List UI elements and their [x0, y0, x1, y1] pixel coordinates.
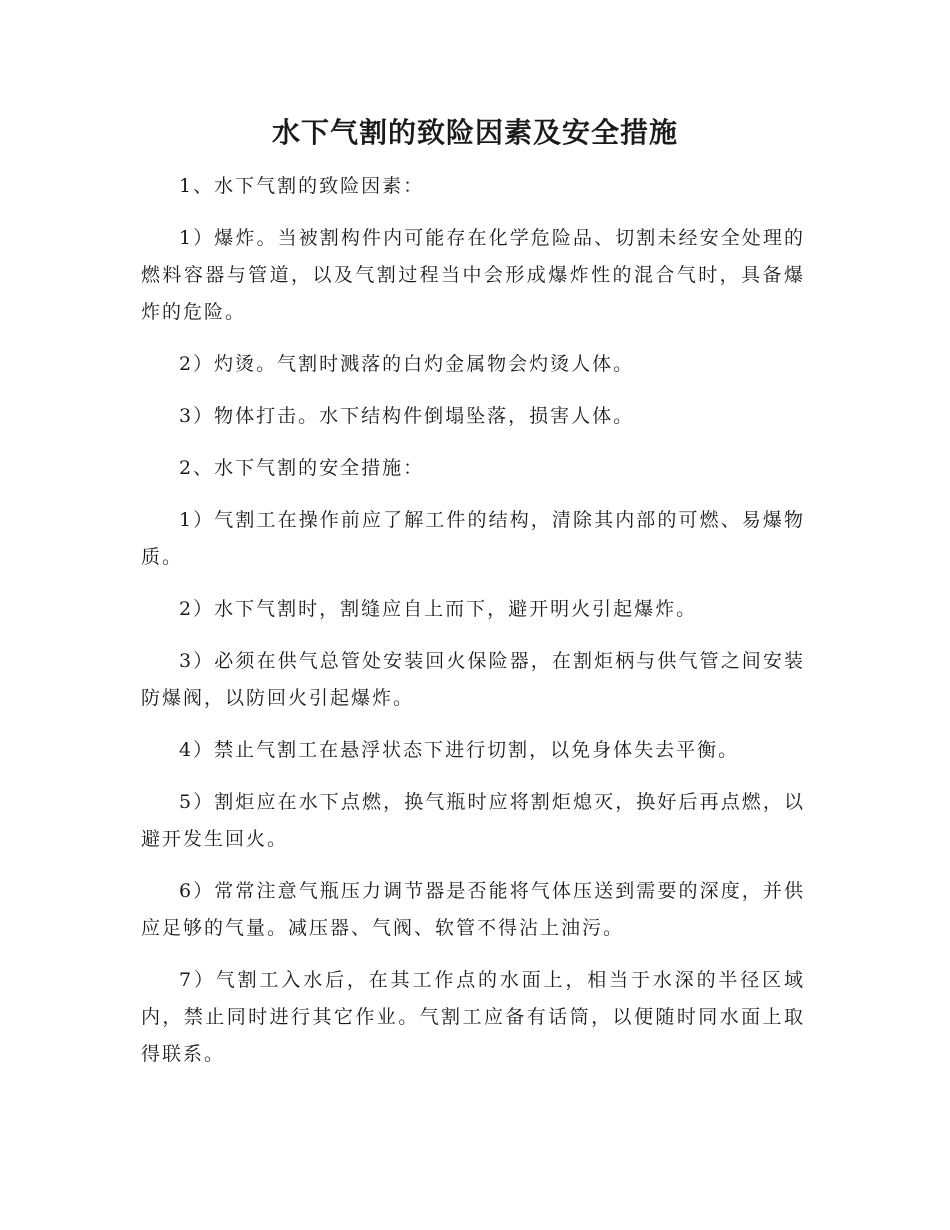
hazard-object-strike-paragraph: 3）物体打击。水下结构件倒塌坠落，损害人体。	[179, 405, 635, 427]
measure-7-paragraph: 7）气割工入水后，在其工作点的水面上，相当于水深的半径区域内，禁止同时进行其它作业。气割工应备有话筒，以便随时同水面上取得联系。	[141, 969, 805, 1065]
section-heading-safety-measures: 2、水下气割的安全措施：	[179, 457, 425, 479]
document-body	[141, 168, 805, 1088]
section-heading-hazards: 1、水下气割的致险因素：	[179, 175, 425, 197]
measure-6-paragraph: 6）常常注意气瓶压力调节器是否能将气体压送到需要的深度，并供应足够的气量。减压器、气阀、软管不得沾上油污。	[141, 880, 805, 939]
measure-4-paragraph: 4）禁止气割工在悬浮状态下进行切割，以免身体失去平衡。	[179, 739, 740, 761]
measure-3-paragraph: 3）必须在供气总管处安装回火保险器，在割炬柄与供气管之间安装防爆阀，以防回火引起爆炸。	[141, 650, 805, 709]
measure-1-paragraph: 1）气割工在操作前应了解工件的结构，清除其内部的可燃、易爆物质。	[141, 509, 805, 568]
measure-5-paragraph: 5）割炬应在水下点燃，换气瓶时应将割炬熄灭，换好后再点燃，以避开发生回火。	[141, 791, 805, 850]
hazard-explosion-paragraph: 1）爆炸。当被割构件内可能存在化学危险品、切割未经安全处理的燃料容器与管道，以及气割过程当中会形成爆炸性的混合气时，具备爆炸的危险。	[141, 227, 805, 323]
hazard-burn-paragraph: 2）灼烫。气割时溅落的白灼金属物会灼烫人体。	[179, 353, 635, 375]
document-title: 水下气割的致险因素及安全措施	[271, 116, 678, 149]
measure-2-paragraph: 2）水下气割时，割缝应自上而下，避开明火引起爆炸。	[179, 598, 698, 620]
